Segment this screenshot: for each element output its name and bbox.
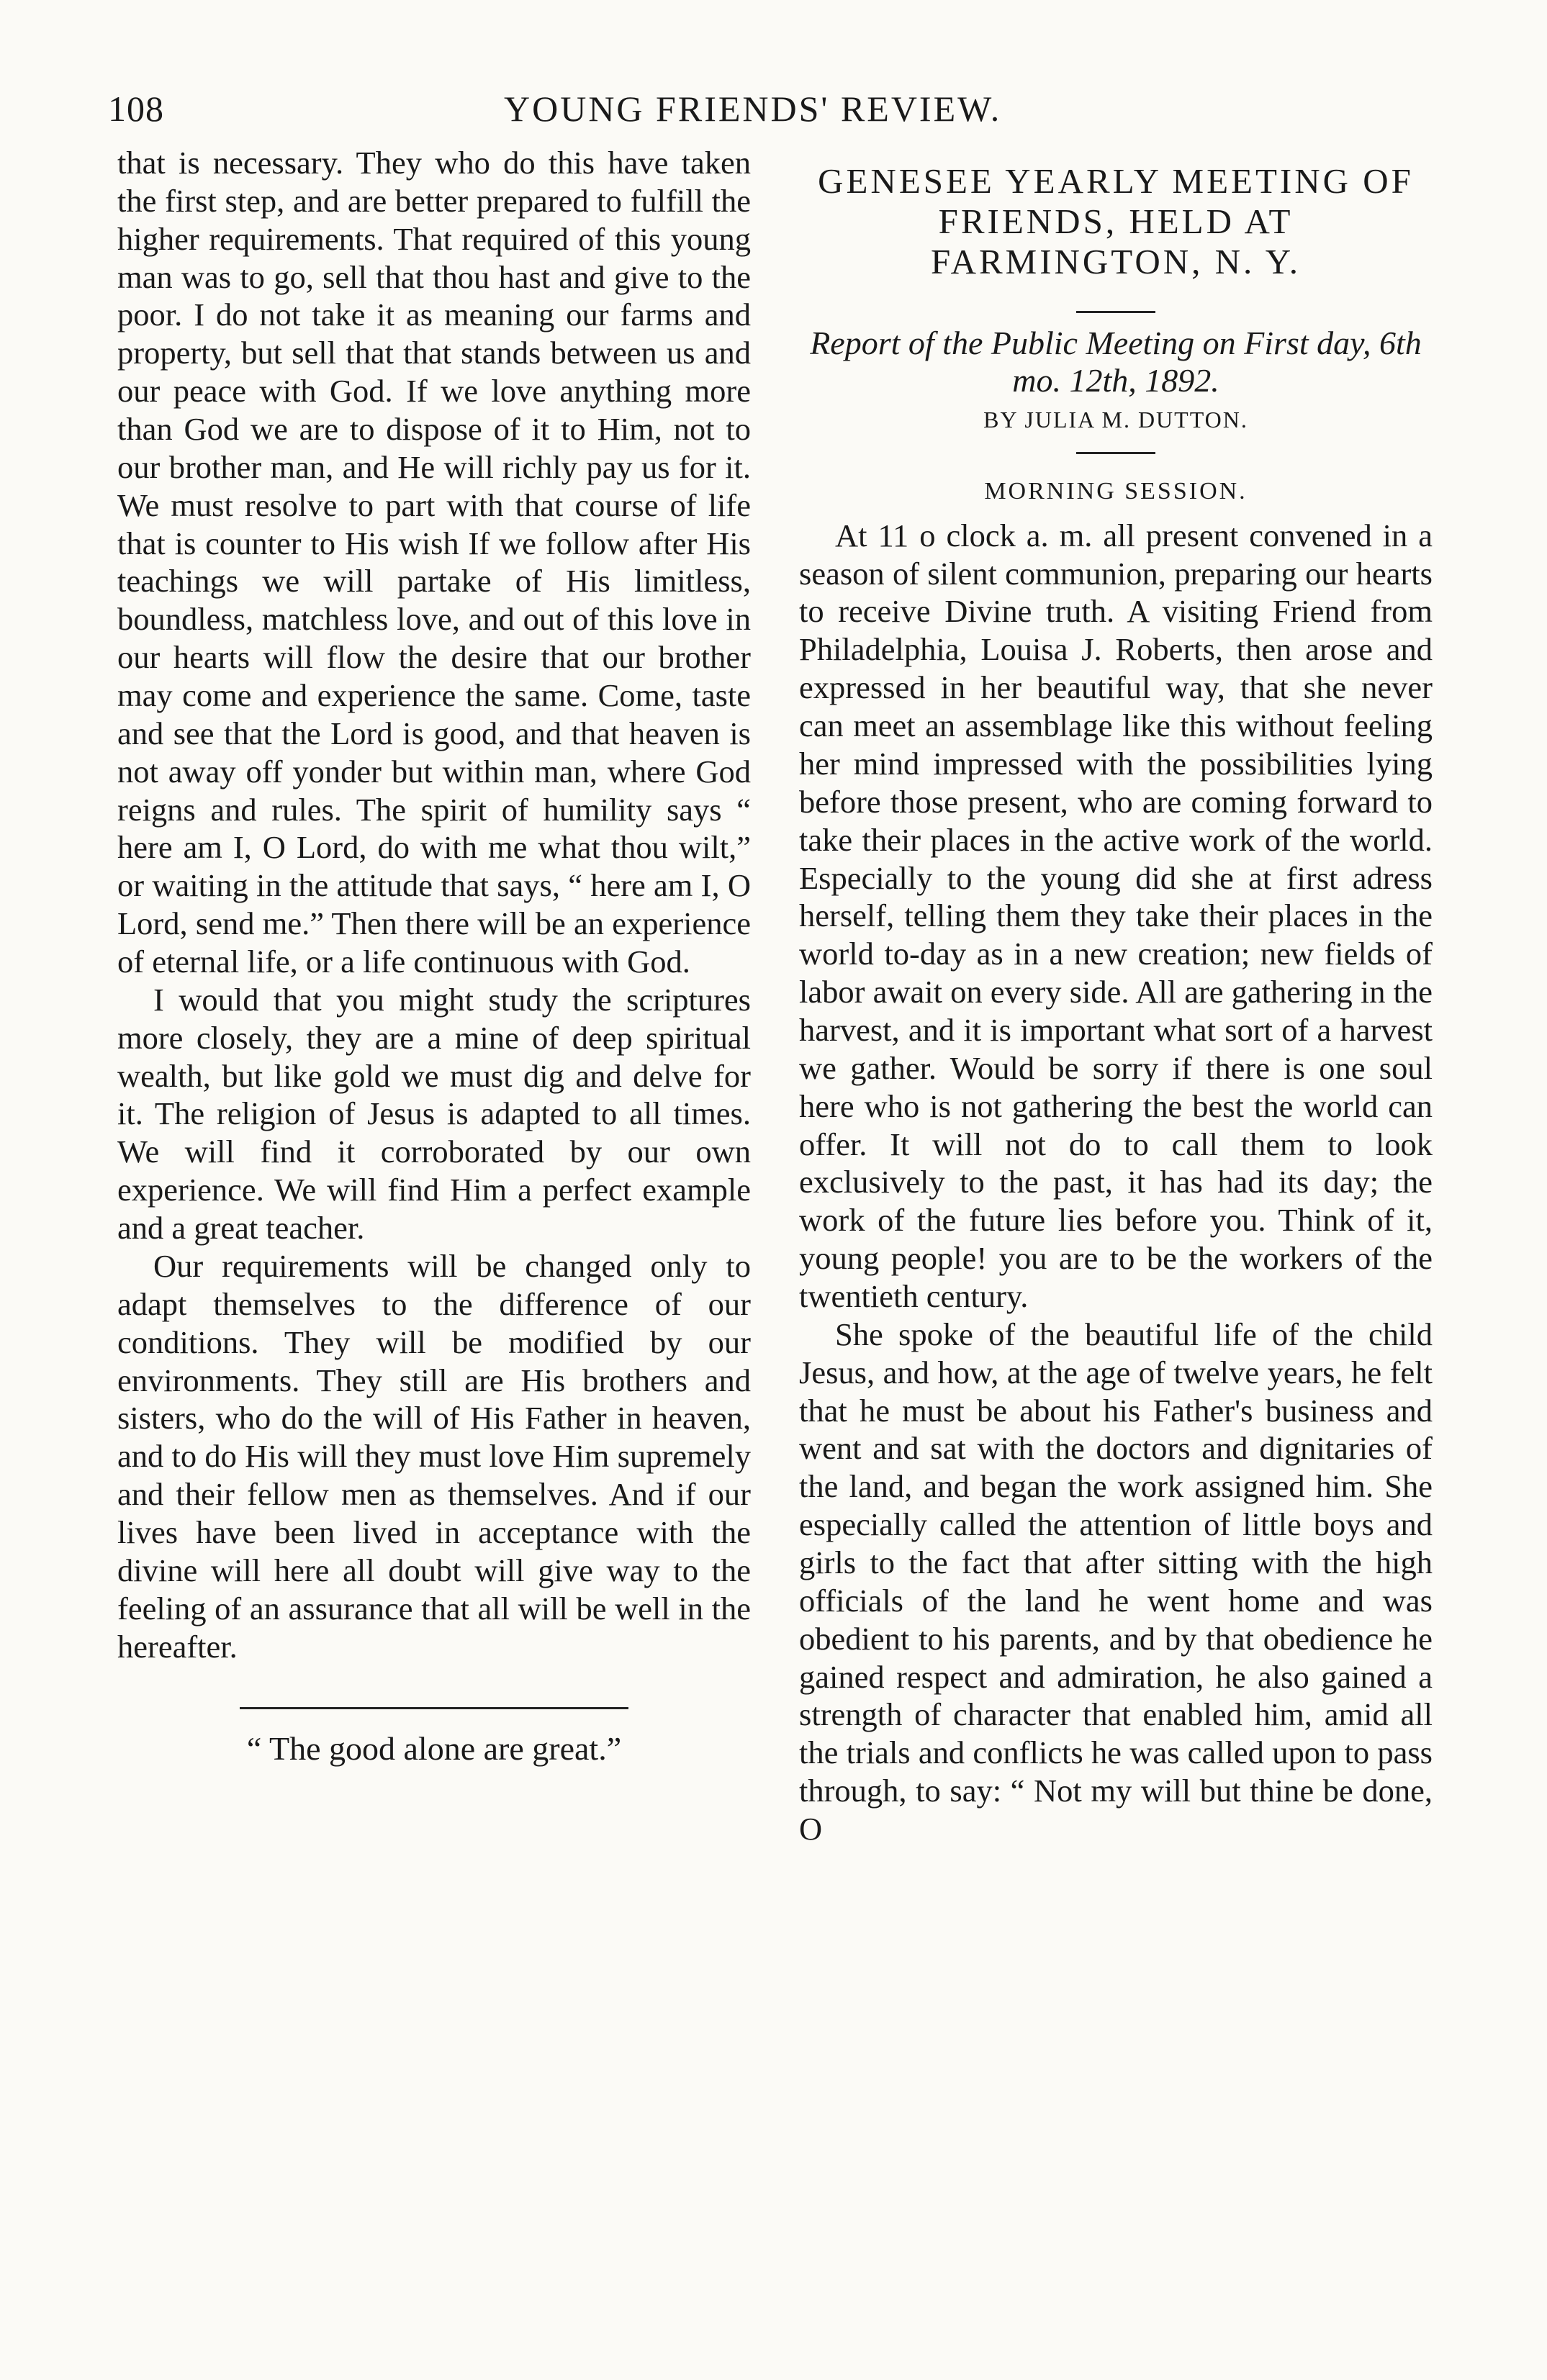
session-heading: MORNING SESSION. <box>984 478 1248 505</box>
page-header <box>108 88 1461 145</box>
right-column <box>799 144 1433 1848</box>
left-column <box>117 144 751 1769</box>
byline-rule <box>1076 452 1155 454</box>
article-title: GENESEE YEARLY MEETING OF FRIENDS, HELD AT FARMINGTON, N. Y. <box>818 161 1414 281</box>
section-divider-rule <box>240 1707 628 1709</box>
title-rule <box>1076 311 1155 313</box>
running-title: YOUNG FRIENDS' REVIEW. <box>504 89 1002 129</box>
right-paragraph-2: She spoke of the beautiful life of the child Jesus, and how, at the age of twelve years, he felt that he must be about his Father's business and went and sat with the doctors and dignitaries of the land, and began the work assigned him. She especially called the attention of little boys and girls to the fact that after sitting with the high officials of the land he went home and was obedient to his parents, and by that obedience he gained respect and admiration, he also gained a strength of character that enabled him, amid all the trials and conflicts he was called upon to pass through, to say: “ Not my will but thine be done, O <box>799 1316 1433 1847</box>
page-number: 108 <box>108 89 164 129</box>
left-paragraph-2: I would that you might study the scriptures more closely, they are a mine of deep spiritual wealth, but like gold we must dig and delve for it. The religion of Jesus is adapted to all times. We will find it corroborated by our own experience. We will find Him a perfect example and a great teacher. <box>117 981 751 1246</box>
right-paragraph-1: At 11 o clock a. m. all present convened in a season of silent communion, preparing our hearts to receive Divine truth. A visiting Friend from Philadelphia, Louisa J. Roberts, then arose and expressed in her beautiful way, that she never can meet an assemblage like this without feeling her mind impressed with the possibilities lying before those present, who are coming forward to take their places in the active work of the world. Especially to the young did she at first adress herself, telling them they take their places in the world to-day as in a new creation; new fields of labor await on every side. All are gathering in the harvest, and it is important what sort of a harvest we gather. Would be sorry if there is one soul here who is not gathering the best the world can offer. It will not do to call them to look exclusively to the past, it has had its day; the work of the future lies before you. Think of it, young people! you are to be the workers of the twentieth century. <box>799 517 1433 1314</box>
left-paragraph-1: that is necessary. They who do this have taken the first step, and are better prepared to fulfill the higher requirements. That required of this young man was to go, sell that thou hast and give to the poor. I do not take it as meaning our farms and property, but sell that that stands between us and our peace with God. If we love anything more than God we are to dispose of it to Him, not to our brother man, and He will richly pay us for it. We must resolve to part with that course of life that is counter to His wish If we follow after His teachings we will partake of His limitless, boundless, matchless love, and out of this love in our hearts will flow the desire that our brother may come and experience the same. Come, taste and see that the Lord is good, and that heaven is not away off yonder but within man, where God reigns and rules. The spirit of humility says “ here am I, O Lord, do with me what thou wilt,” or waiting in the attitude that says, “ here am I, O Lord, send me.” Then there will be an experience of eternal life, or a life continuous with God. <box>117 145 751 980</box>
author-byline: BY JULIA M. DUTTON. <box>983 407 1248 433</box>
left-paragraph-3: Our requirements will be changed only to adapt themselves to the difference of our conditions. They will be modified by our environments. They still are His brothers and sisters, who do the will of His Father in heaven, and to do His will they must love Him supremely and their fellow men as themselves. And if our lives have been lived in acceptance with the divine will here all doubt will give way to the feeling of an assurance that all will be well in the hereafter. <box>117 1247 751 1665</box>
closing-motto: “ The good alone are great.” <box>246 1730 622 1768</box>
report-subtitle: Report of the Public Meeting on First day, 6th mo. 12th, 1892. <box>810 324 1422 399</box>
